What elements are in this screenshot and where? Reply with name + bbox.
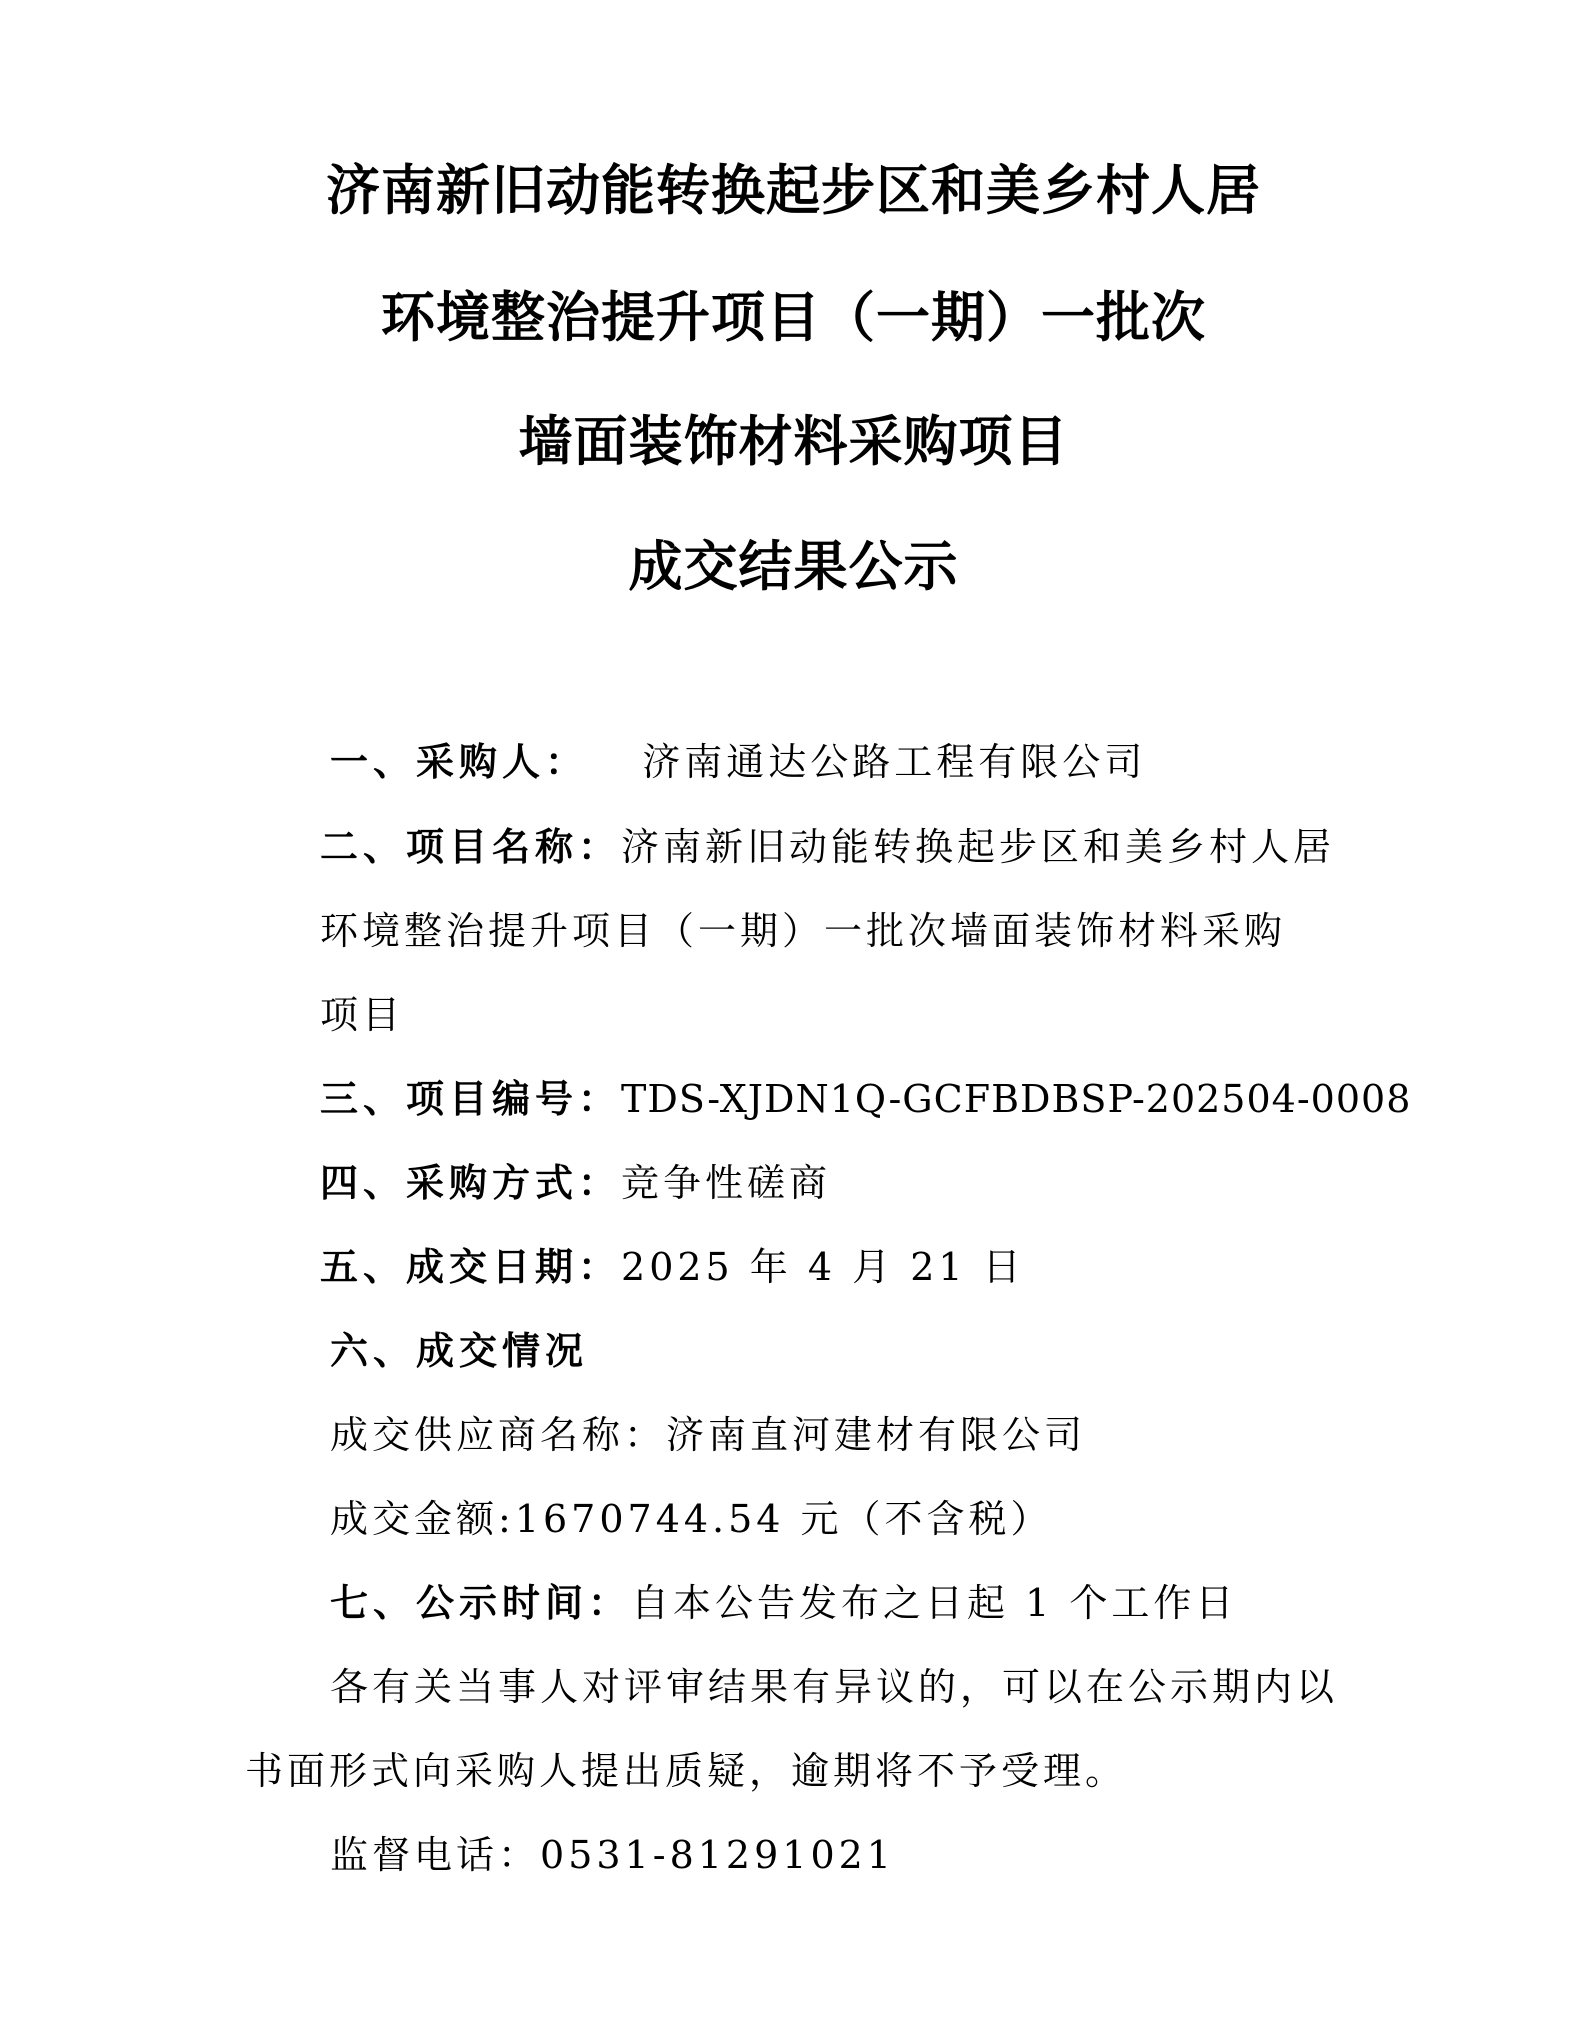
project-name-value-line-1: 济南新旧动能转换起步区和美乡村人居 <box>621 825 1336 869</box>
project-number-label: 三、项目编号： <box>320 1076 622 1121</box>
supervision-label: 监督电话： <box>330 1833 541 1877</box>
project-name-label: 二、项目名称： <box>320 824 622 869</box>
project-number-row <box>320 1074 1411 1124</box>
amount-label: 成交金额: <box>330 1497 515 1541</box>
purchaser-row <box>330 737 1146 787</box>
project-name-value-line-3: 项目 <box>320 993 405 1037</box>
objection-line-2: 书面形式向采购人提出质疑，逾期将不予受理。 <box>245 1749 1128 1793</box>
supervision-row <box>330 1830 895 1880</box>
project-name-value-line-2: 环境整治提升项目（一期）一批次墙面装饰材料采购 <box>320 909 1287 953</box>
publicity-period-value: 自本公告发布之日起 1 个工作日 <box>631 1581 1238 1625</box>
deal-info-label: 六、成交情况 <box>330 1328 589 1373</box>
project-number-value: TDS-XJDN1Q-GCFBDBSP-202504-0008 <box>621 1077 1412 1121</box>
procurement-method-value: 竞争性磋商 <box>621 1161 832 1205</box>
amount-row <box>330 1494 1053 1544</box>
objection-line-1: 各有关当事人对评审结果有异议的，可以在公示期内以 <box>330 1665 1339 1709</box>
publicity-period-label: 七、公示时间： <box>330 1580 632 1625</box>
title-line-2: 环境整治提升项目（一期）一批次 <box>381 285 1206 349</box>
title-line-1: 济南新旧动能转换起步区和美乡村人居 <box>326 158 1261 222</box>
procurement-method-label: 四、采购方式： <box>320 1160 622 1205</box>
project-name-row <box>320 822 1335 872</box>
purchaser-value: 济南通达公路工程有限公司 <box>642 740 1147 784</box>
deal-date-row <box>320 1242 1025 1292</box>
supervision-value: 0531-81291021 <box>540 1833 895 1877</box>
deal-date-label: 五、成交日期： <box>320 1244 622 1289</box>
supplier-row <box>330 1410 1086 1460</box>
purchaser-label: 一、采购人： <box>330 739 589 784</box>
publicity-period-row <box>330 1578 1237 1628</box>
procurement-method-row <box>320 1158 831 1208</box>
supplier-value: 济南直河建材有限公司 <box>666 1413 1087 1457</box>
supplier-label: 成交供应商名称： <box>330 1413 667 1457</box>
title-line-3: 墙面装饰材料采购项目 <box>518 409 1069 473</box>
amount-value: 1670744.54 元（不含税） <box>514 1497 1053 1541</box>
deal-date-value: 2025 年 4 月 21 日 <box>621 1245 1025 1289</box>
title-line-4: 成交结果公示 <box>628 534 959 598</box>
